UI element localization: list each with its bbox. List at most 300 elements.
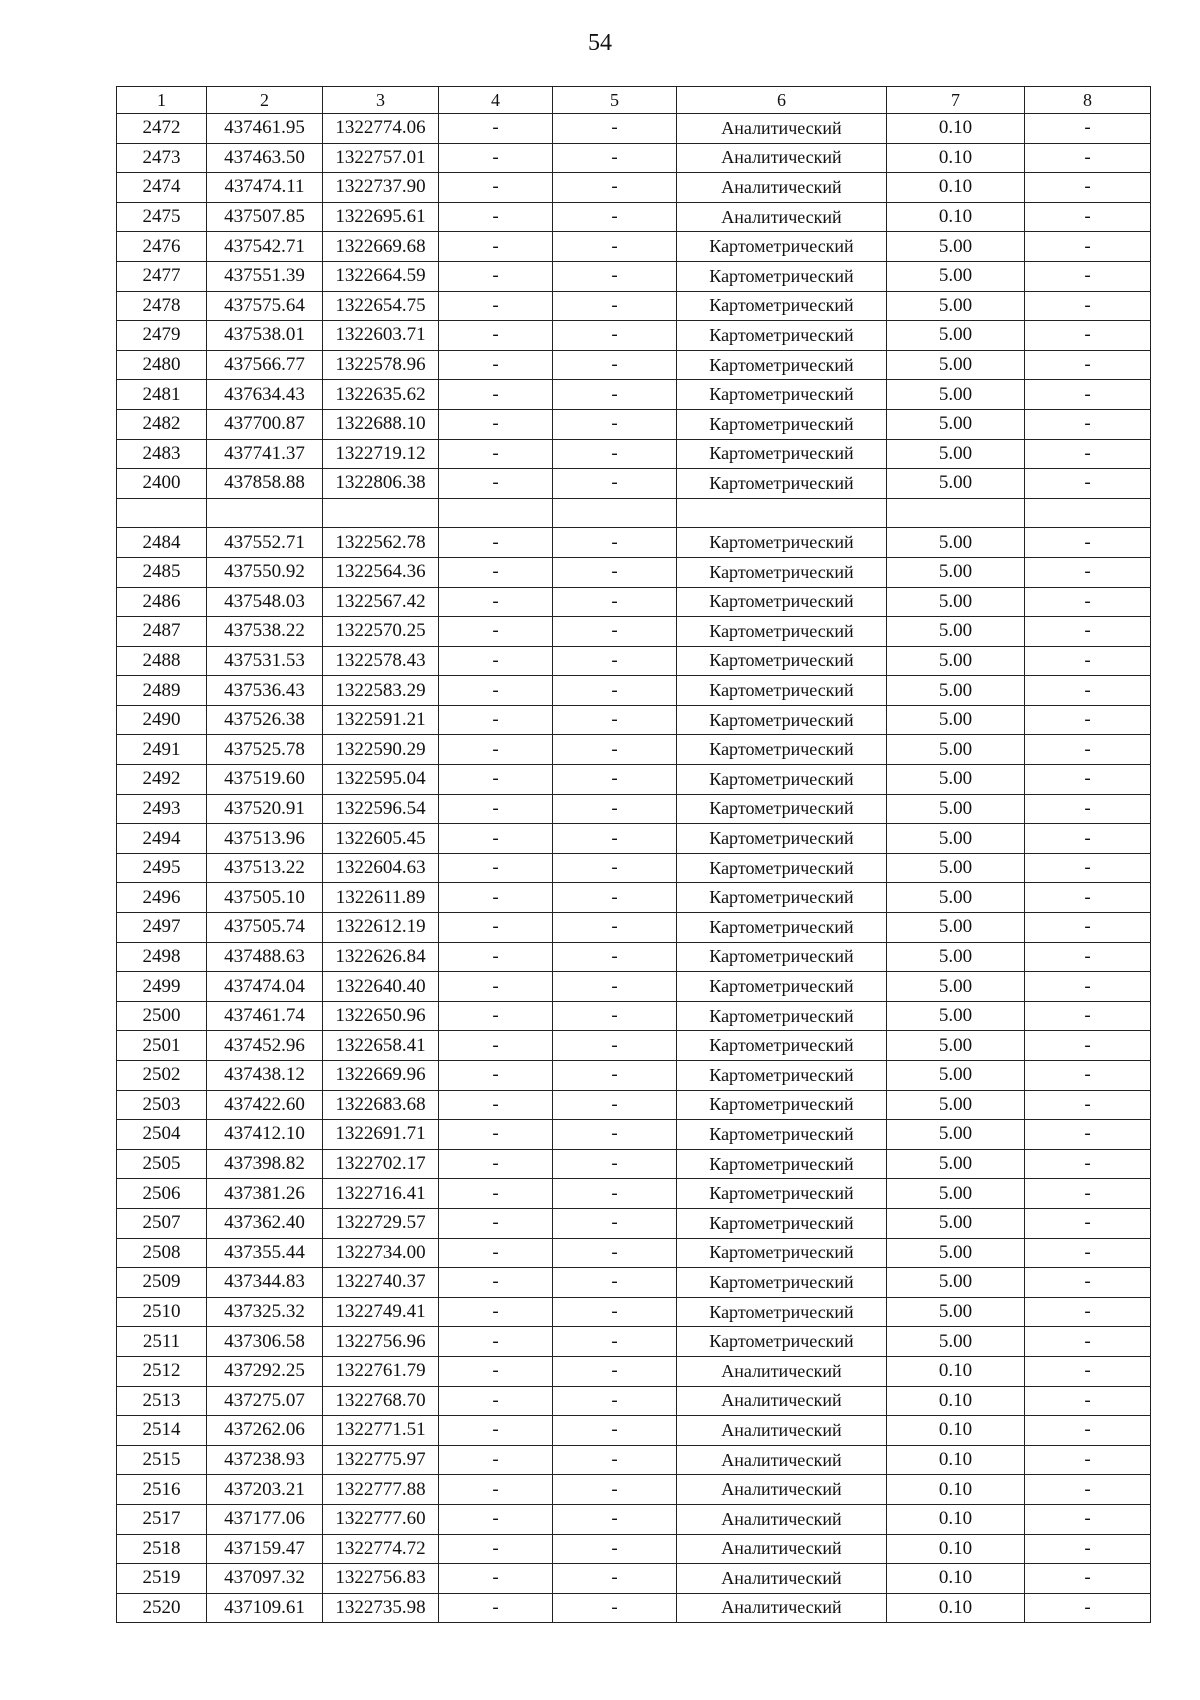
table-row bbox=[117, 1297, 1151, 1327]
col5-cell: - bbox=[553, 202, 677, 232]
x-coordinate-cell: 437203.21 bbox=[207, 1475, 323, 1505]
y-coordinate-cell: 1322658.41 bbox=[323, 1031, 439, 1061]
point-number-cell: 2504 bbox=[117, 1120, 207, 1150]
col5-cell: - bbox=[553, 1179, 677, 1209]
col8-cell: - bbox=[1025, 587, 1151, 617]
accuracy-cell: 5.00 bbox=[887, 735, 1025, 765]
accuracy-cell: 5.00 bbox=[887, 1208, 1025, 1238]
y-coordinate-cell: 1322757.01 bbox=[323, 143, 439, 173]
y-coordinate-cell: 1322806.38 bbox=[323, 469, 439, 499]
method-cell: Аналитический bbox=[677, 1386, 887, 1416]
table-row bbox=[117, 1475, 1151, 1505]
col8-cell: - bbox=[1025, 1031, 1151, 1061]
point-number-cell: 2520 bbox=[117, 1593, 207, 1623]
col5-cell bbox=[553, 498, 677, 528]
point-number-cell: 2486 bbox=[117, 587, 207, 617]
x-coordinate-cell: 437488.63 bbox=[207, 942, 323, 972]
y-coordinate-cell: 1322612.19 bbox=[323, 913, 439, 943]
col5-cell: - bbox=[553, 794, 677, 824]
col8-cell: - bbox=[1025, 380, 1151, 410]
x-coordinate-cell: 437292.25 bbox=[207, 1356, 323, 1386]
point-number-cell: 2515 bbox=[117, 1445, 207, 1475]
table-row bbox=[117, 202, 1151, 232]
y-coordinate-cell: 1322691.71 bbox=[323, 1120, 439, 1150]
col8-cell: - bbox=[1025, 1356, 1151, 1386]
table-row bbox=[117, 1504, 1151, 1534]
col8-cell: - bbox=[1025, 646, 1151, 676]
point-number-cell: 2518 bbox=[117, 1534, 207, 1564]
y-coordinate-cell: 1322591.21 bbox=[323, 705, 439, 735]
accuracy-cell: 5.00 bbox=[887, 1001, 1025, 1031]
table-row bbox=[117, 1416, 1151, 1446]
method-cell: Картометрический bbox=[677, 409, 887, 439]
x-coordinate-cell: 437536.43 bbox=[207, 676, 323, 706]
y-coordinate-cell: 1322664.59 bbox=[323, 261, 439, 291]
table-row bbox=[117, 557, 1151, 587]
col8-cell: - bbox=[1025, 1208, 1151, 1238]
table-body bbox=[117, 114, 1151, 1623]
point-number-cell: 2483 bbox=[117, 439, 207, 469]
method-cell: Картометрический bbox=[677, 1238, 887, 1268]
y-coordinate-cell: 1322626.84 bbox=[323, 942, 439, 972]
y-coordinate-cell: 1322562.78 bbox=[323, 528, 439, 558]
column-header: 8 bbox=[1025, 87, 1151, 114]
y-coordinate-cell: 1322761.79 bbox=[323, 1356, 439, 1386]
method-cell: Аналитический bbox=[677, 173, 887, 203]
method-cell: Картометрический bbox=[677, 824, 887, 854]
method-cell: Картометрический bbox=[677, 1120, 887, 1150]
table-row bbox=[117, 1593, 1151, 1623]
method-cell: Картометрический bbox=[677, 1001, 887, 1031]
col5-cell: - bbox=[553, 143, 677, 173]
accuracy-cell: 5.00 bbox=[887, 853, 1025, 883]
accuracy-cell: 5.00 bbox=[887, 794, 1025, 824]
table-row bbox=[117, 1208, 1151, 1238]
accuracy-cell: 5.00 bbox=[887, 469, 1025, 499]
column-header: 6 bbox=[677, 87, 887, 114]
method-cell: Картометрический bbox=[677, 765, 887, 795]
col4-cell: - bbox=[439, 1327, 553, 1357]
col8-cell: - bbox=[1025, 1120, 1151, 1150]
table-gap-row bbox=[117, 498, 1151, 528]
method-cell: Аналитический bbox=[677, 1416, 887, 1446]
col8-cell: - bbox=[1025, 942, 1151, 972]
col8-cell: - bbox=[1025, 350, 1151, 380]
y-coordinate-cell: 1322777.88 bbox=[323, 1475, 439, 1505]
x-coordinate-cell: 437538.01 bbox=[207, 321, 323, 351]
col4-cell: - bbox=[439, 1475, 553, 1505]
table-row bbox=[117, 1534, 1151, 1564]
point-number-cell: 2505 bbox=[117, 1149, 207, 1179]
method-cell: Аналитический bbox=[677, 1593, 887, 1623]
point-number-cell: 2491 bbox=[117, 735, 207, 765]
point-number-cell: 2514 bbox=[117, 1416, 207, 1446]
method-cell: Картометрический bbox=[677, 646, 887, 676]
accuracy-cell: 0.10 bbox=[887, 114, 1025, 144]
y-coordinate-cell: 1322777.60 bbox=[323, 1504, 439, 1534]
table-row bbox=[117, 883, 1151, 913]
col4-cell: - bbox=[439, 350, 553, 380]
accuracy-cell: 5.00 bbox=[887, 1120, 1025, 1150]
col5-cell: - bbox=[553, 1534, 677, 1564]
col4-cell: - bbox=[439, 853, 553, 883]
col5-cell: - bbox=[553, 646, 677, 676]
col8-cell: - bbox=[1025, 1504, 1151, 1534]
col5-cell: - bbox=[553, 321, 677, 351]
col8-cell: - bbox=[1025, 557, 1151, 587]
table-row bbox=[117, 1238, 1151, 1268]
accuracy-cell: 0.10 bbox=[887, 1593, 1025, 1623]
point-number-cell: 2477 bbox=[117, 261, 207, 291]
col4-cell: - bbox=[439, 883, 553, 913]
x-coordinate-cell: 437474.11 bbox=[207, 173, 323, 203]
y-coordinate-cell: 1322583.29 bbox=[323, 676, 439, 706]
x-coordinate-cell: 437538.22 bbox=[207, 617, 323, 647]
col5-cell: - bbox=[553, 1120, 677, 1150]
column-header: 1 bbox=[117, 87, 207, 114]
y-coordinate-cell: 1322756.96 bbox=[323, 1327, 439, 1357]
accuracy-cell: 5.00 bbox=[887, 824, 1025, 854]
col8-cell: - bbox=[1025, 883, 1151, 913]
x-coordinate-cell: 437700.87 bbox=[207, 409, 323, 439]
col5-cell: - bbox=[553, 350, 677, 380]
table-row bbox=[117, 765, 1151, 795]
point-number-cell: 2517 bbox=[117, 1504, 207, 1534]
col4-cell: - bbox=[439, 646, 553, 676]
method-cell: Картометрический bbox=[677, 735, 887, 765]
col8-cell: - bbox=[1025, 1593, 1151, 1623]
col8-cell: - bbox=[1025, 705, 1151, 735]
col5-cell: - bbox=[553, 439, 677, 469]
point-number-cell: 2400 bbox=[117, 469, 207, 499]
x-coordinate-cell: 437526.38 bbox=[207, 705, 323, 735]
col4-cell: - bbox=[439, 913, 553, 943]
column-header: 4 bbox=[439, 87, 553, 114]
method-cell: Аналитический bbox=[677, 1504, 887, 1534]
col4-cell: - bbox=[439, 1090, 553, 1120]
col5-cell: - bbox=[553, 913, 677, 943]
column-header: 7 bbox=[887, 87, 1025, 114]
col5-cell: - bbox=[553, 261, 677, 291]
y-coordinate-cell: 1322654.75 bbox=[323, 291, 439, 321]
col5-cell: - bbox=[553, 705, 677, 735]
col4-cell: - bbox=[439, 1208, 553, 1238]
col4-cell: - bbox=[439, 1504, 553, 1534]
col8-cell: - bbox=[1025, 1416, 1151, 1446]
col4-cell: - bbox=[439, 794, 553, 824]
col5-cell: - bbox=[553, 1416, 677, 1446]
method-cell: Картометрический bbox=[677, 1297, 887, 1327]
y-coordinate-cell: 1322735.98 bbox=[323, 1593, 439, 1623]
accuracy-cell: 5.00 bbox=[887, 1149, 1025, 1179]
accuracy-cell: 0.10 bbox=[887, 1564, 1025, 1594]
accuracy-cell: 5.00 bbox=[887, 942, 1025, 972]
method-cell: Картометрический bbox=[677, 617, 887, 647]
method-cell bbox=[677, 498, 887, 528]
table-row bbox=[117, 735, 1151, 765]
col4-cell: - bbox=[439, 143, 553, 173]
col4-cell: - bbox=[439, 587, 553, 617]
col5-cell: - bbox=[553, 1593, 677, 1623]
col5-cell: - bbox=[553, 587, 677, 617]
col8-cell: - bbox=[1025, 1386, 1151, 1416]
x-coordinate-cell: 437552.71 bbox=[207, 528, 323, 558]
method-cell: Аналитический bbox=[677, 1356, 887, 1386]
x-coordinate-cell: 437520.91 bbox=[207, 794, 323, 824]
accuracy-cell: 0.10 bbox=[887, 1475, 1025, 1505]
accuracy-cell bbox=[887, 498, 1025, 528]
col4-cell: - bbox=[439, 469, 553, 499]
accuracy-cell: 5.00 bbox=[887, 1031, 1025, 1061]
method-cell: Картометрический bbox=[677, 1061, 887, 1091]
method-cell: Аналитический bbox=[677, 1475, 887, 1505]
point-number-cell: 2480 bbox=[117, 350, 207, 380]
table-row bbox=[117, 676, 1151, 706]
col8-cell: - bbox=[1025, 913, 1151, 943]
page-number: 54 bbox=[588, 30, 612, 56]
col4-cell: - bbox=[439, 1534, 553, 1564]
y-coordinate-cell: 1322729.57 bbox=[323, 1208, 439, 1238]
y-coordinate-cell: 1322564.36 bbox=[323, 557, 439, 587]
coordinates-table bbox=[116, 86, 1151, 1623]
col5-cell: - bbox=[553, 1149, 677, 1179]
col4-cell: - bbox=[439, 1416, 553, 1446]
point-number-cell: 2497 bbox=[117, 913, 207, 943]
method-cell: Картометрический bbox=[677, 676, 887, 706]
column-header: 2 bbox=[207, 87, 323, 114]
column-header: 3 bbox=[323, 87, 439, 114]
x-coordinate-cell: 437362.40 bbox=[207, 1208, 323, 1238]
method-cell: Картометрический bbox=[677, 350, 887, 380]
point-number-cell: 2511 bbox=[117, 1327, 207, 1357]
col5-cell: - bbox=[553, 557, 677, 587]
x-coordinate-cell: 437741.37 bbox=[207, 439, 323, 469]
accuracy-cell: 5.00 bbox=[887, 321, 1025, 351]
table-row bbox=[117, 380, 1151, 410]
accuracy-cell: 5.00 bbox=[887, 587, 1025, 617]
method-cell: Аналитический bbox=[677, 1445, 887, 1475]
x-coordinate-cell: 437505.10 bbox=[207, 883, 323, 913]
x-coordinate-cell: 437566.77 bbox=[207, 350, 323, 380]
table-row bbox=[117, 972, 1151, 1002]
method-cell: Картометрический bbox=[677, 261, 887, 291]
col4-cell: - bbox=[439, 617, 553, 647]
table-row bbox=[117, 350, 1151, 380]
table-row bbox=[117, 1564, 1151, 1594]
x-coordinate-cell: 437531.53 bbox=[207, 646, 323, 676]
method-cell: Картометрический bbox=[677, 972, 887, 1002]
y-coordinate-cell: 1322702.17 bbox=[323, 1149, 439, 1179]
x-coordinate-cell: 437398.82 bbox=[207, 1149, 323, 1179]
method-cell: Картометрический bbox=[677, 883, 887, 913]
table-row bbox=[117, 1386, 1151, 1416]
col5-cell: - bbox=[553, 469, 677, 499]
table-row bbox=[117, 1090, 1151, 1120]
accuracy-cell: 5.00 bbox=[887, 1179, 1025, 1209]
x-coordinate-cell: 437461.95 bbox=[207, 114, 323, 144]
col8-cell: - bbox=[1025, 409, 1151, 439]
method-cell: Картометрический bbox=[677, 1327, 887, 1357]
col8-cell: - bbox=[1025, 232, 1151, 262]
x-coordinate-cell: 437412.10 bbox=[207, 1120, 323, 1150]
accuracy-cell: 5.00 bbox=[887, 1327, 1025, 1357]
col4-cell: - bbox=[439, 1386, 553, 1416]
y-coordinate-cell: 1322775.97 bbox=[323, 1445, 439, 1475]
point-number-cell: 2475 bbox=[117, 202, 207, 232]
point-number-cell: 2484 bbox=[117, 528, 207, 558]
y-coordinate-cell: 1322578.43 bbox=[323, 646, 439, 676]
accuracy-cell: 0.10 bbox=[887, 1356, 1025, 1386]
col4-cell: - bbox=[439, 1120, 553, 1150]
col8-cell: - bbox=[1025, 321, 1151, 351]
method-cell: Картометрический bbox=[677, 587, 887, 617]
accuracy-cell: 5.00 bbox=[887, 232, 1025, 262]
y-coordinate-cell: 1322737.90 bbox=[323, 173, 439, 203]
col5-cell: - bbox=[553, 676, 677, 706]
col5-cell: - bbox=[553, 1238, 677, 1268]
point-number-cell: 2493 bbox=[117, 794, 207, 824]
col4-cell: - bbox=[439, 1179, 553, 1209]
y-coordinate-cell: 1322719.12 bbox=[323, 439, 439, 469]
y-coordinate-cell: 1322774.06 bbox=[323, 114, 439, 144]
point-number-cell: 2473 bbox=[117, 143, 207, 173]
x-coordinate-cell: 437513.22 bbox=[207, 853, 323, 883]
col8-cell: - bbox=[1025, 794, 1151, 824]
accuracy-cell: 5.00 bbox=[887, 528, 1025, 558]
col8-cell: - bbox=[1025, 1090, 1151, 1120]
table-row bbox=[117, 409, 1151, 439]
col8-cell: - bbox=[1025, 173, 1151, 203]
col4-cell: - bbox=[439, 321, 553, 351]
x-coordinate-cell: 437513.96 bbox=[207, 824, 323, 854]
col5-cell: - bbox=[553, 1061, 677, 1091]
table-row bbox=[117, 1149, 1151, 1179]
table-row bbox=[117, 824, 1151, 854]
table-row bbox=[117, 705, 1151, 735]
col8-cell: - bbox=[1025, 1564, 1151, 1594]
column-header: 5 bbox=[553, 87, 677, 114]
point-number-cell: 2512 bbox=[117, 1356, 207, 1386]
y-coordinate-cell: 1322605.45 bbox=[323, 824, 439, 854]
y-coordinate-cell: 1322734.00 bbox=[323, 1238, 439, 1268]
point-number-cell: 2507 bbox=[117, 1208, 207, 1238]
method-cell: Картометрический bbox=[677, 1149, 887, 1179]
point-number-cell: 2490 bbox=[117, 705, 207, 735]
table-row bbox=[117, 617, 1151, 647]
accuracy-cell: 5.00 bbox=[887, 261, 1025, 291]
col5-cell: - bbox=[553, 1564, 677, 1594]
point-number-cell: 2498 bbox=[117, 942, 207, 972]
col5-cell: - bbox=[553, 824, 677, 854]
col8-cell: - bbox=[1025, 143, 1151, 173]
x-coordinate-cell: 437275.07 bbox=[207, 1386, 323, 1416]
x-coordinate-cell: 437306.58 bbox=[207, 1327, 323, 1357]
table-row bbox=[117, 942, 1151, 972]
col8-cell: - bbox=[1025, 202, 1151, 232]
col4-cell: - bbox=[439, 1297, 553, 1327]
x-coordinate-cell: 437505.74 bbox=[207, 913, 323, 943]
point-number-cell: 2474 bbox=[117, 173, 207, 203]
y-coordinate-cell: 1322683.68 bbox=[323, 1090, 439, 1120]
y-coordinate-cell: 1322774.72 bbox=[323, 1534, 439, 1564]
accuracy-cell: 5.00 bbox=[887, 1268, 1025, 1298]
x-coordinate-cell: 437344.83 bbox=[207, 1268, 323, 1298]
table-row bbox=[117, 1120, 1151, 1150]
method-cell: Картометрический bbox=[677, 705, 887, 735]
col4-cell: - bbox=[439, 1564, 553, 1594]
col5-cell: - bbox=[553, 735, 677, 765]
col8-cell: - bbox=[1025, 1475, 1151, 1505]
x-coordinate-cell bbox=[207, 498, 323, 528]
y-coordinate-cell: 1322669.96 bbox=[323, 1061, 439, 1091]
col8-cell: - bbox=[1025, 439, 1151, 469]
y-coordinate-cell: 1322716.41 bbox=[323, 1179, 439, 1209]
table-row bbox=[117, 853, 1151, 883]
accuracy-cell: 5.00 bbox=[887, 617, 1025, 647]
col8-cell: - bbox=[1025, 765, 1151, 795]
x-coordinate-cell: 437634.43 bbox=[207, 380, 323, 410]
y-coordinate-cell: 1322756.83 bbox=[323, 1564, 439, 1594]
col4-cell: - bbox=[439, 1268, 553, 1298]
x-coordinate-cell: 437463.50 bbox=[207, 143, 323, 173]
col4-cell: - bbox=[439, 528, 553, 558]
y-coordinate-cell: 1322590.29 bbox=[323, 735, 439, 765]
table-row bbox=[117, 1179, 1151, 1209]
table-row bbox=[117, 114, 1151, 144]
x-coordinate-cell: 437452.96 bbox=[207, 1031, 323, 1061]
method-cell: Картометрический bbox=[677, 291, 887, 321]
col8-cell: - bbox=[1025, 676, 1151, 706]
point-number-cell: 2503 bbox=[117, 1090, 207, 1120]
col4-cell: - bbox=[439, 765, 553, 795]
accuracy-cell: 5.00 bbox=[887, 439, 1025, 469]
col8-cell: - bbox=[1025, 261, 1151, 291]
accuracy-cell: 5.00 bbox=[887, 705, 1025, 735]
table-row bbox=[117, 646, 1151, 676]
col4-cell: - bbox=[439, 1061, 553, 1091]
point-number-cell: 2487 bbox=[117, 617, 207, 647]
point-number-cell: 2478 bbox=[117, 291, 207, 321]
method-cell: Аналитический bbox=[677, 114, 887, 144]
method-cell: Картометрический bbox=[677, 942, 887, 972]
y-coordinate-cell: 1322578.96 bbox=[323, 350, 439, 380]
method-cell: Картометрический bbox=[677, 321, 887, 351]
point-number-cell: 2519 bbox=[117, 1564, 207, 1594]
col8-cell: - bbox=[1025, 528, 1151, 558]
col4-cell: - bbox=[439, 1031, 553, 1061]
table-row bbox=[117, 232, 1151, 262]
method-cell: Картометрический bbox=[677, 469, 887, 499]
col8-cell: - bbox=[1025, 1297, 1151, 1327]
x-coordinate-cell: 437422.60 bbox=[207, 1090, 323, 1120]
y-coordinate-cell: 1322611.89 bbox=[323, 883, 439, 913]
point-number-cell: 2481 bbox=[117, 380, 207, 410]
point-number-cell: 2513 bbox=[117, 1386, 207, 1416]
x-coordinate-cell: 437325.32 bbox=[207, 1297, 323, 1327]
accuracy-cell: 0.10 bbox=[887, 1445, 1025, 1475]
x-coordinate-cell: 437461.74 bbox=[207, 1001, 323, 1031]
method-cell: Картометрический bbox=[677, 1031, 887, 1061]
y-coordinate-cell: 1322635.62 bbox=[323, 380, 439, 410]
col4-cell: - bbox=[439, 173, 553, 203]
col8-cell: - bbox=[1025, 1179, 1151, 1209]
x-coordinate-cell: 437381.26 bbox=[207, 1179, 323, 1209]
y-coordinate-cell: 1322650.96 bbox=[323, 1001, 439, 1031]
table-row bbox=[117, 1001, 1151, 1031]
point-number-cell: 2496 bbox=[117, 883, 207, 913]
col5-cell: - bbox=[553, 1001, 677, 1031]
method-cell: Картометрический bbox=[677, 380, 887, 410]
